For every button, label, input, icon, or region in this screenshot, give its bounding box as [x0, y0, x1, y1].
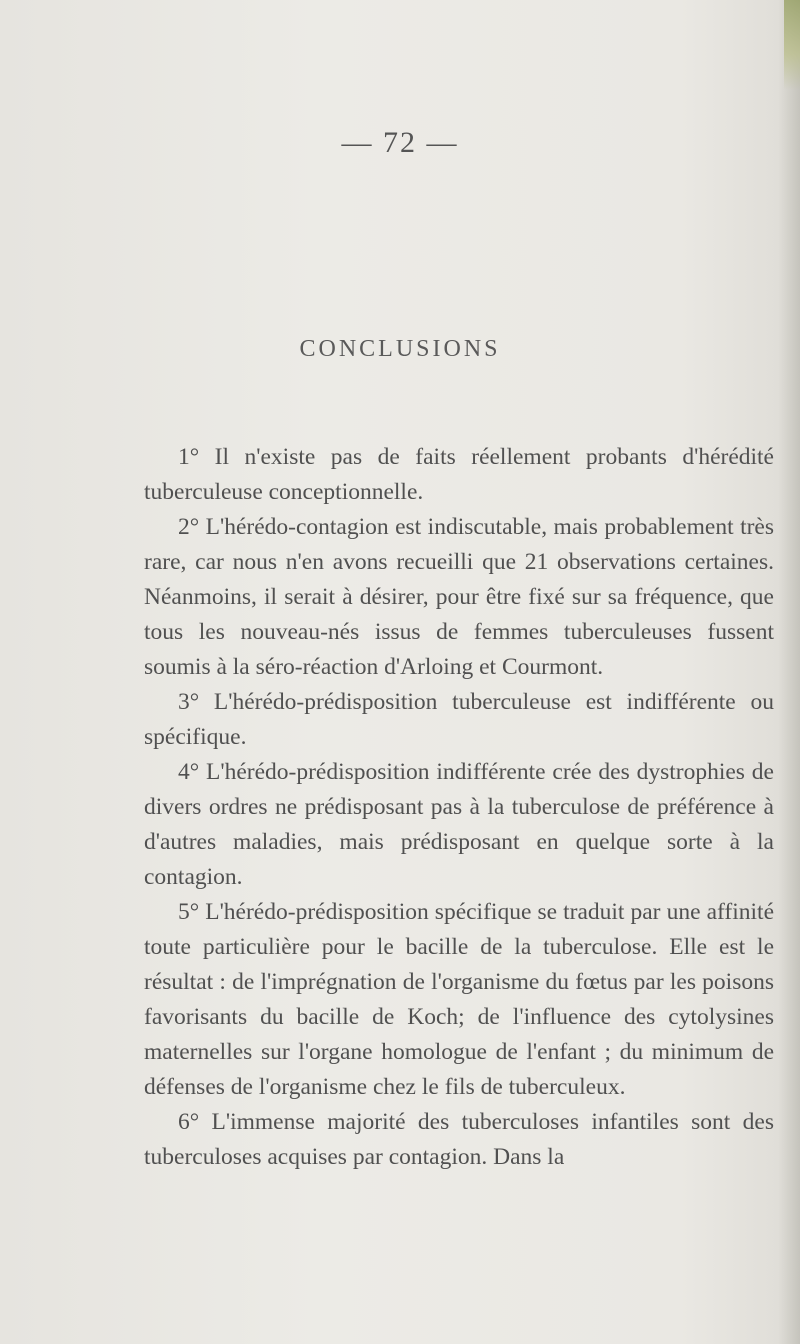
conclusion-1: 1° Il n'existe pas de faits réellement probants d'hérédité tuberculeuse conceptionnelle.	[144, 444, 774, 505]
section-heading: CONCLUSIONS	[299, 336, 501, 362]
page-number: — 72 —	[341, 126, 459, 159]
conclusion-5: 5° L'hérédo-prédisposition spécifique se traduit par une affinité toute particulière pour le bacille de la tuberculose. Elle est le résultat : de l'imprégnation de l'organisme du fœtus par les poisons favorisants du bacille de Koch; de l'influence des cytolysines maternelles sur l'organe homologue de l'enfant ; du minimum de défenses de l'organisme chez le fils de tuberculeux.	[144, 899, 774, 1100]
conclusion-2: 2° L'hérédo-contagion est indiscutable, mais probablement très rare, car nous n'en avons recueilli que 21 observations certaines. Néanmoins, il serait à désirer, pour être fixé sur sa fréquence, que tous les nouveau-nés issus de femmes tuberculeuses fussent soumis à la séro-réaction d'Arloing et Courmont.	[144, 514, 774, 680]
conclusion-3: 3° L'hérédo-prédisposition tuberculeuse est indifférente ou spécifique.	[144, 689, 774, 750]
conclusion-6: 6° L'immense majorité des tuberculoses infantiles sont des tuberculoses acquises par contagion. Dans la	[144, 1109, 774, 1170]
conclusions-list	[144, 440, 774, 1175]
conclusion-4: 4° L'hérédo-prédisposition indifférente crée des dystrophies de divers ordres ne prédisposant pas à la tuberculose de préférence à d'autres maladies, mais prédisposant en quelque sorte à la contagion.	[144, 759, 774, 890]
page-edge-shadow	[778, 0, 800, 1344]
corner-stain	[784, 0, 800, 90]
